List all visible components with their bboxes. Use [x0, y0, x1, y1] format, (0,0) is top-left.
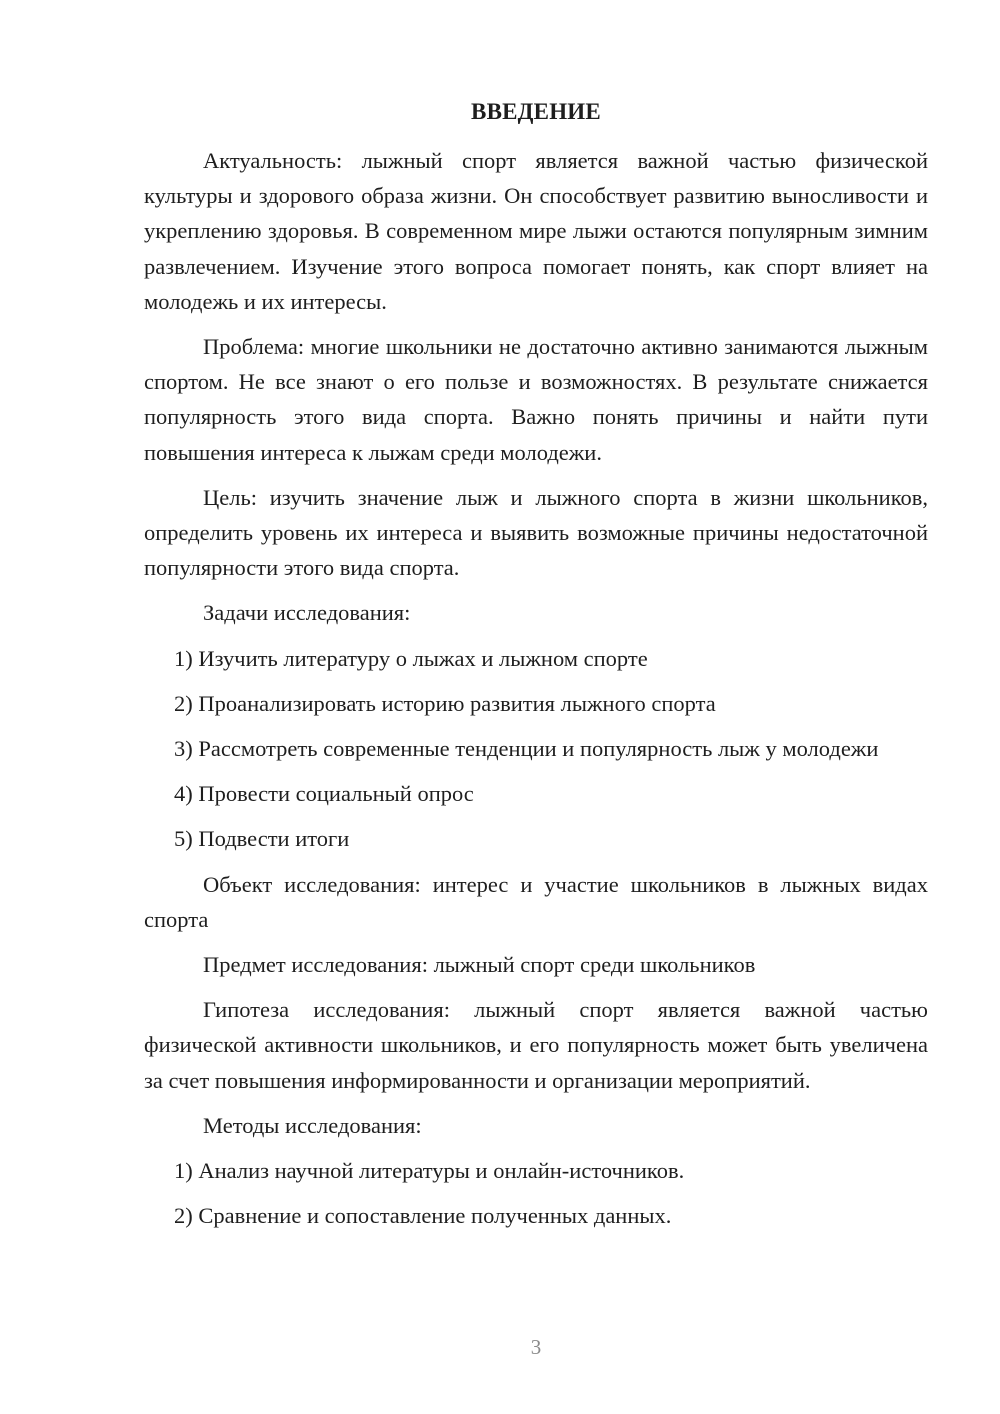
- method-item: 1) Анализ научной литературы и онлайн-источников.: [174, 1158, 685, 1184]
- page-number: 3: [530, 1335, 542, 1359]
- page-title: ВВЕДЕНИЕ: [471, 99, 601, 124]
- tasks-heading: Задачи исследования:: [203, 600, 411, 626]
- methods-heading: Методы исследования:: [203, 1112, 422, 1138]
- paragraph-relevance: Актуальность: лыжный спорт является важной частью физической культуры и здорового образа жизни. Он способствует развитию выносливости и укреплению здоровья. В современном мире лыжи остаются популярным зимним развлечением. Изучение этого вопроса помогает понять, как спорт влияет на молодежь и их интересы.: [144, 148, 928, 314]
- task-item: 1) Изучить литературу о лыжах и лыжном спорте: [174, 645, 648, 671]
- paragraph-hypothesis: Гипотеза исследования: лыжный спорт является важной частью физической активности школьников, и его популярность может быть увеличена за счет повышения информированности и организации мероприятий.: [144, 997, 928, 1093]
- paragraph-subject: Предмет исследования: лыжный спорт среди школьников: [203, 952, 756, 978]
- paragraph-goal: Цель: изучить значение лыж и лыжного спорта в жизни школьников, определить уровень их интереса и выявить возможные причины недостаточной популярности этого вида спорта.: [144, 484, 928, 581]
- document-body: [144, 143, 928, 1243]
- task-item: 3) Рассмотреть современные тенденции и популярность лыж у молодежи: [174, 736, 879, 762]
- method-item: 2) Сравнение и сопоставление полученных данных.: [174, 1203, 672, 1229]
- paragraph-problem: Проблема: многие школьники не достаточно активно занимаются лыжным спортом. Не все знают о его пользе и возможностях. В результате снижается популярность этого вида спорта. Важно понять причины и найти пути повышения интереса к лыжам среди молодежи.: [144, 334, 928, 465]
- task-item: 5) Подвести итоги: [174, 826, 350, 852]
- paragraph-object: Объект исследования: интерес и участие школьников в лыжных видах спорта: [144, 871, 928, 932]
- task-item: 2) Проанализировать историю развития лыжного спорта: [174, 690, 716, 716]
- task-item: 4) Провести социальный опрос: [174, 781, 474, 807]
